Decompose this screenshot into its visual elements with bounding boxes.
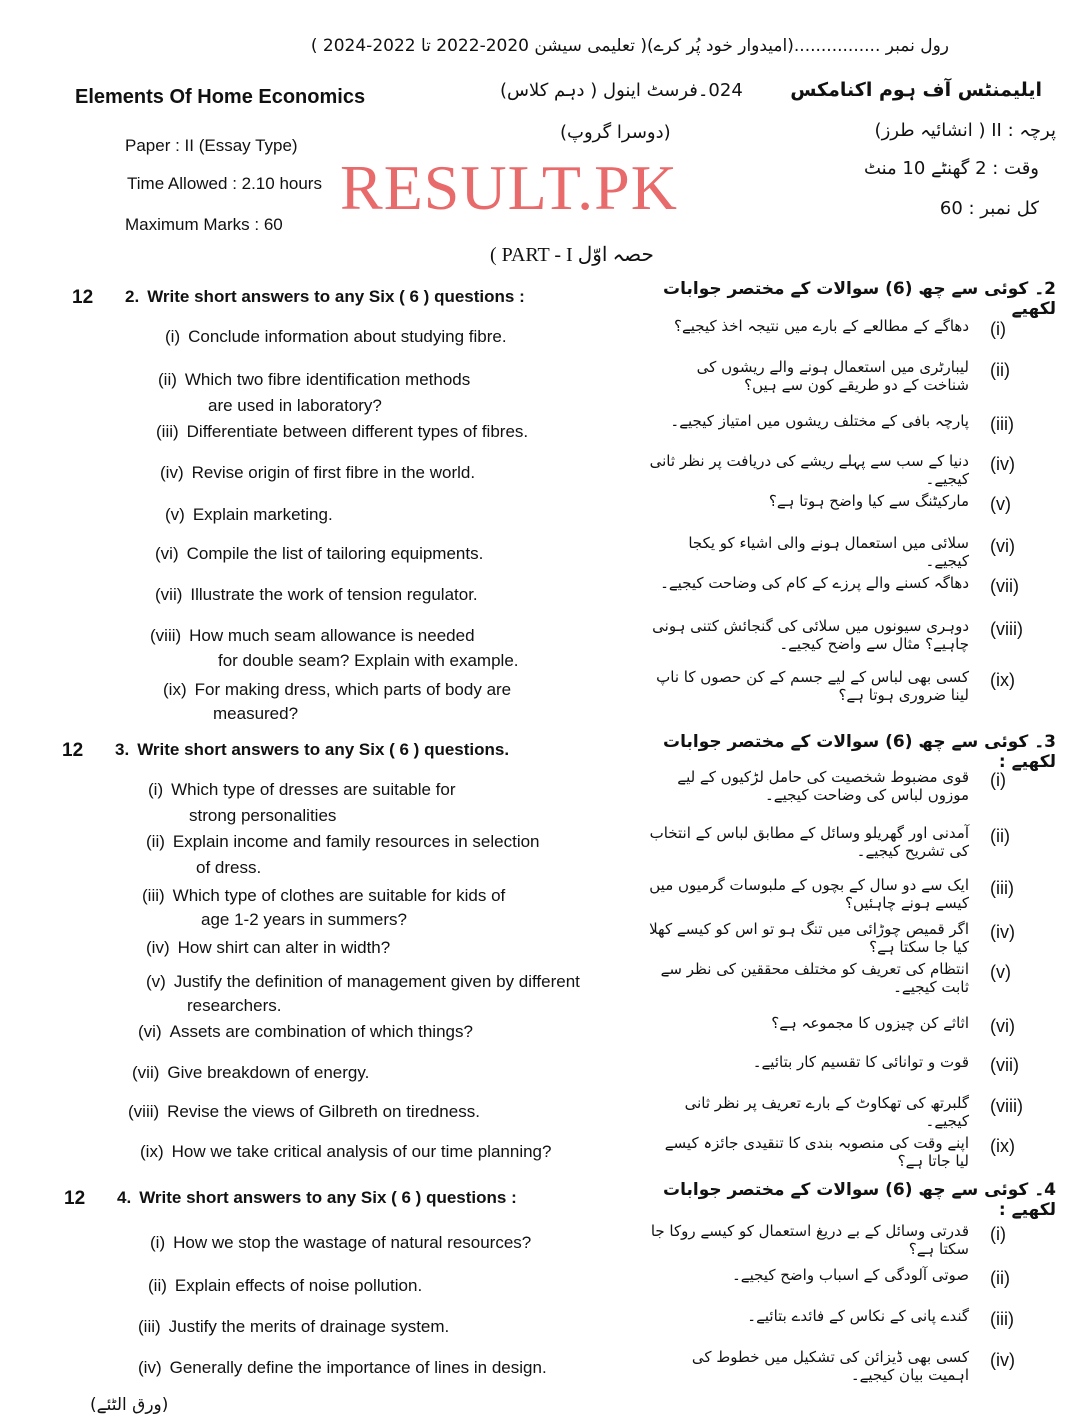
question-item-urdu: مارکیٹنگ سے کیا واضح ہوتا ہے؟ bbox=[768, 492, 969, 510]
item-text: Illustrate the work of tension regulator. bbox=[190, 585, 478, 604]
question-item-urdu: آمدنی اور گھریلو وسائل کے مطابق لباس کے انتخاب کی تشریح کیجیے۔ bbox=[649, 824, 969, 860]
question-heading-text: Write short answers to any Six ( 6 ) questions : bbox=[147, 287, 525, 306]
item-number-urdu-side: (ii) bbox=[990, 360, 1010, 380]
item-text: How we stop the wastage of natural resources? bbox=[173, 1233, 532, 1252]
question-marks: 12 bbox=[62, 740, 84, 761]
item-number-urdu-side: (vi) bbox=[990, 536, 1015, 556]
item-text: Which type of clothes are suitable for kids of bbox=[172, 886, 506, 905]
item-number: (ix) bbox=[163, 680, 187, 699]
item-number: (viii) bbox=[150, 626, 182, 645]
item-text: For making dress, which parts of body are bbox=[194, 680, 512, 699]
question-item-english bbox=[156, 422, 528, 442]
turn-over-note: (ورق الٹئے) bbox=[90, 1395, 169, 1415]
question-item-urdu: دوہری سیونوں میں سلائی کی گنجائش کتنی ہونی چاہیے؟ مثال سے واضح کیجیے۔ bbox=[652, 617, 969, 653]
item-number: (iii) bbox=[138, 1317, 161, 1336]
question-item-english bbox=[213, 704, 298, 724]
question-item-urdu: ایک سے دو سال کے بچوں کے ملبوسات گرمیوں میں کیسے ہونے چاہئیں؟ bbox=[649, 876, 969, 912]
item-text: Assets are combination of which things? bbox=[169, 1022, 473, 1041]
item-number-urdu-side: (vii) bbox=[990, 1055, 1019, 1075]
question-item-english bbox=[163, 680, 511, 700]
item-number: (iv) bbox=[138, 1358, 162, 1377]
question-item-urdu: کسی بھی لباس کے لیے جسم کے کن حصوں کا ناپ لینا ضروری ہوتا ہے؟ bbox=[656, 668, 969, 704]
item-text: for double seam? Explain with example. bbox=[218, 651, 519, 670]
question-item-urdu: سلائی میں استعمال ہونے والی اشیاء کو یکجا کیجیے۔ bbox=[688, 534, 969, 570]
time-allowed: Time Allowed : 2.10 hours bbox=[127, 174, 322, 193]
question-item-urdu: قوی مضبوط شخصیت کی حامل لڑکیوں کے لیے موزوں لباس کی وضاحت کیجیے۔ bbox=[677, 768, 969, 804]
question-number: 4. bbox=[117, 1188, 132, 1207]
subject-title-english: Elements Of Home Economics bbox=[75, 86, 366, 108]
maximum-marks-urdu: کل نمبر : 60 bbox=[939, 198, 1039, 219]
question-item-english bbox=[201, 910, 407, 930]
question-marks: 12 bbox=[64, 1188, 86, 1209]
question-item-english bbox=[148, 1276, 422, 1296]
item-number: (ii) bbox=[146, 832, 165, 851]
item-text: Justify the definition of management given by different bbox=[173, 972, 580, 991]
item-text: strong personalities bbox=[189, 806, 337, 825]
item-number-urdu-side: (ix) bbox=[990, 670, 1015, 690]
item-number: (vii) bbox=[132, 1063, 160, 1082]
item-number-urdu-side: (iii) bbox=[990, 1309, 1014, 1329]
question-item-urdu: صوتی آلودگی کے اسباب واضح کیجیے۔ bbox=[732, 1266, 969, 1284]
item-number: (iv) bbox=[160, 463, 184, 482]
question-heading bbox=[115, 740, 509, 760]
question-item-urdu: گلبرتھ کی تھکاوٹ کے بارے تعریف پر نظر ثانی کیجیے۔ bbox=[684, 1094, 969, 1130]
time-allowed-urdu: وقت : 2 گھنٹے 10 منٹ bbox=[863, 158, 1039, 179]
item-text: researchers. bbox=[187, 996, 282, 1015]
paper-type: Paper : II (Essay Type) bbox=[125, 136, 298, 155]
item-text: Explain marketing. bbox=[192, 505, 333, 524]
class-label-urdu: 024۔فرسٹ اینول ( دہم کلاس) bbox=[500, 80, 743, 101]
question-item-english bbox=[158, 370, 470, 390]
item-number-urdu-side: (iii) bbox=[990, 878, 1014, 898]
question-heading-urdu: 2۔ کوئی سے چھ (6) سوالات کے مختصر جوابات لکھیے bbox=[663, 279, 1056, 319]
question-item-urdu: قوت و توانائی کا تقسیم کار بتائیے۔ bbox=[752, 1053, 969, 1071]
question-number: 3. bbox=[115, 740, 130, 759]
question-item-english bbox=[138, 1317, 449, 1337]
question-item-english bbox=[165, 327, 507, 347]
question-item-english bbox=[146, 832, 540, 852]
question-item-urdu: قدرتی وسائل کے بے دریغ استعمال کو کیسے روکا جا سکتا ہے؟ bbox=[650, 1222, 969, 1258]
item-text: How much seam allowance is needed bbox=[189, 626, 475, 645]
question-marks: 12 bbox=[72, 287, 94, 308]
item-number: (iii) bbox=[142, 886, 165, 905]
question-item-english bbox=[142, 886, 505, 906]
item-text: Compile the list of tailoring equipments. bbox=[186, 544, 484, 563]
item-text: Which two fibre identification methods bbox=[184, 370, 471, 389]
question-item-urdu: پارچہ بافی کے مختلف ریشوں میں امتیاز کیجیے۔ bbox=[670, 412, 969, 430]
question-item-english bbox=[150, 1233, 531, 1253]
item-number: (i) bbox=[150, 1233, 166, 1252]
item-number: (iii) bbox=[156, 422, 179, 441]
item-text: Generally define the importance of lines in design. bbox=[169, 1358, 547, 1377]
item-text: Give breakdown of energy. bbox=[167, 1063, 370, 1082]
watermark: RESULT.PK bbox=[340, 152, 678, 223]
question-item-urdu: انتظام کی تعریف کو مختلف محققین کی نظر سے ثابت کیجیے۔ bbox=[660, 960, 969, 996]
item-number: (vi) bbox=[138, 1022, 162, 1041]
item-number-urdu-side: (iv) bbox=[990, 1350, 1015, 1370]
item-number: (vii) bbox=[155, 585, 183, 604]
question-heading-urdu: 4۔ کوئی سے چھ (6) سوالات کے مختصر جوابات لکھیے : bbox=[663, 1180, 1056, 1220]
question-item-english bbox=[132, 1063, 369, 1083]
item-number: (iv) bbox=[146, 938, 170, 957]
question-heading bbox=[117, 1188, 517, 1208]
item-number: (v) bbox=[146, 972, 166, 991]
question-item-urdu: دھاگے کے مطالعے کے بارے میں نتیجہ اخذ کیجیے؟ bbox=[674, 317, 969, 335]
question-item-urdu: لیبارٹری میں استعمال ہونے والے ریشوں کی شناخت کے دو طریقے کون سے ہیں؟ bbox=[696, 358, 969, 394]
question-heading-urdu: 3۔ کوئی سے چھ (6) سوالات کے مختصر جوابات لکھیے : bbox=[663, 732, 1056, 772]
item-number: (v) bbox=[165, 505, 185, 524]
item-number-urdu-side: (viii) bbox=[990, 619, 1023, 639]
question-item-english bbox=[128, 1102, 480, 1122]
item-number: (viii) bbox=[128, 1102, 160, 1121]
item-text: Conclude information about studying fibre. bbox=[188, 327, 507, 346]
item-number-urdu-side: (vii) bbox=[990, 576, 1019, 596]
item-number-urdu-side: (ii) bbox=[990, 826, 1010, 846]
question-item-urdu: کسی بھی ڈیزائن کی تشکیل میں خطوط کی اہمیت بیان کیجیے۔ bbox=[691, 1348, 969, 1384]
item-text: Revise origin of first fibre in the world. bbox=[191, 463, 476, 482]
question-item-english bbox=[165, 505, 333, 525]
item-number-urdu-side: (i) bbox=[990, 770, 1006, 790]
question-item-urdu: اگر قمیص چوڑائی میں تنگ ہو تو اس کو کیسے کھلا کیا جا سکتا ہے؟ bbox=[649, 920, 969, 956]
item-number-urdu-side: (iv) bbox=[990, 454, 1015, 474]
question-item-english bbox=[155, 585, 478, 605]
question-heading-text: Write short answers to any Six ( 6 ) questions. bbox=[137, 740, 510, 759]
item-number-urdu-side: (v) bbox=[990, 494, 1011, 514]
question-item-english bbox=[155, 544, 483, 564]
paper-type-urdu: پرچہ : II ( انشائیہ طرز) bbox=[874, 120, 1056, 141]
item-number: (ii) bbox=[148, 1276, 167, 1295]
item-text: Explain effects of noise pollution. bbox=[174, 1276, 423, 1295]
item-text: Which type of dresses are suitable for bbox=[171, 780, 456, 799]
item-number: (i) bbox=[148, 780, 164, 799]
question-item-english bbox=[140, 1142, 551, 1162]
item-text: Explain income and family resources in selection bbox=[172, 832, 540, 851]
question-item-english bbox=[148, 780, 456, 800]
question-item-urdu: اثاثے کن چیزوں کا مجموعہ ہے؟ bbox=[771, 1014, 969, 1032]
question-item-urdu: دنیا کے سب سے پہلے ریشے کی دریافت پر نظر ثانی کیجیے۔ bbox=[649, 452, 969, 488]
question-item-english bbox=[138, 1358, 547, 1378]
item-number: (vi) bbox=[155, 544, 179, 563]
item-number: (ix) bbox=[140, 1142, 164, 1161]
item-text: Justify the merits of drainage system. bbox=[168, 1317, 450, 1336]
question-item-english bbox=[196, 858, 261, 878]
question-item-english bbox=[146, 972, 580, 992]
question-item-english bbox=[160, 463, 475, 483]
question-item-english bbox=[218, 651, 519, 671]
item-number-urdu-side: (ii) bbox=[990, 1268, 1010, 1288]
item-number-urdu-side: (vi) bbox=[990, 1016, 1015, 1036]
subject-title-urdu: ایلیمنٹس آف ہوم اکنامکس bbox=[790, 79, 1042, 101]
item-text: Revise the views of Gilbreth on tiredness. bbox=[167, 1102, 480, 1121]
item-number-urdu-side: (i) bbox=[990, 319, 1006, 339]
question-item-urdu: گندے پانی کے نکاس کے فائدے بتائیے۔ bbox=[747, 1307, 969, 1325]
item-number-urdu-side: (v) bbox=[990, 962, 1011, 982]
roll-number-session-line: رول نمبر ................(امیدوار خود پُر کرے)( تعلیمی سیشن 2020-2022 تا 2022-2024 ) bbox=[310, 36, 949, 56]
item-number-urdu-side: (iv) bbox=[990, 922, 1015, 942]
item-number-urdu-side: (ix) bbox=[990, 1136, 1015, 1156]
item-number-urdu-side: (i) bbox=[990, 1224, 1006, 1244]
item-text: age 1-2 years in summers? bbox=[201, 910, 407, 929]
item-text: of dress. bbox=[196, 858, 262, 877]
item-text: Differentiate between different types of fibres. bbox=[186, 422, 529, 441]
item-text: How we take critical analysis of our time planning? bbox=[171, 1142, 552, 1161]
question-item-english bbox=[189, 806, 336, 826]
part-heading: ( PART - I حصہ اوّل bbox=[490, 244, 654, 266]
item-text: are used in laboratory? bbox=[208, 396, 382, 415]
question-number: 2. bbox=[125, 287, 140, 306]
item-number: (ii) bbox=[158, 370, 177, 389]
question-heading bbox=[125, 287, 525, 307]
question-heading-text: Write short answers to any Six ( 6 ) questions : bbox=[139, 1188, 517, 1207]
question-item-english bbox=[146, 938, 390, 958]
item-number: (i) bbox=[165, 327, 181, 346]
question-item-english bbox=[150, 626, 475, 646]
item-number-urdu-side: (iii) bbox=[990, 414, 1014, 434]
question-item-urdu: اپنے وقت کی منصوبہ بندی کا تنقیدی جائزہ کیسے لیا جاتا ہے؟ bbox=[664, 1134, 969, 1170]
item-text: measured? bbox=[213, 704, 299, 723]
maximum-marks: Maximum Marks : 60 bbox=[125, 215, 283, 234]
question-item-english bbox=[138, 1022, 473, 1042]
item-text: How shirt can alter in width? bbox=[177, 938, 391, 957]
item-number-urdu-side: (viii) bbox=[990, 1096, 1023, 1116]
group-label-urdu: (دوسرا گروپ) bbox=[560, 122, 671, 143]
question-item-english bbox=[208, 396, 382, 416]
question-item-english bbox=[187, 996, 281, 1016]
question-item-urdu: دھاگہ کسنے والے پرزے کے کام کی وضاحت کیجیے۔ bbox=[660, 574, 969, 592]
